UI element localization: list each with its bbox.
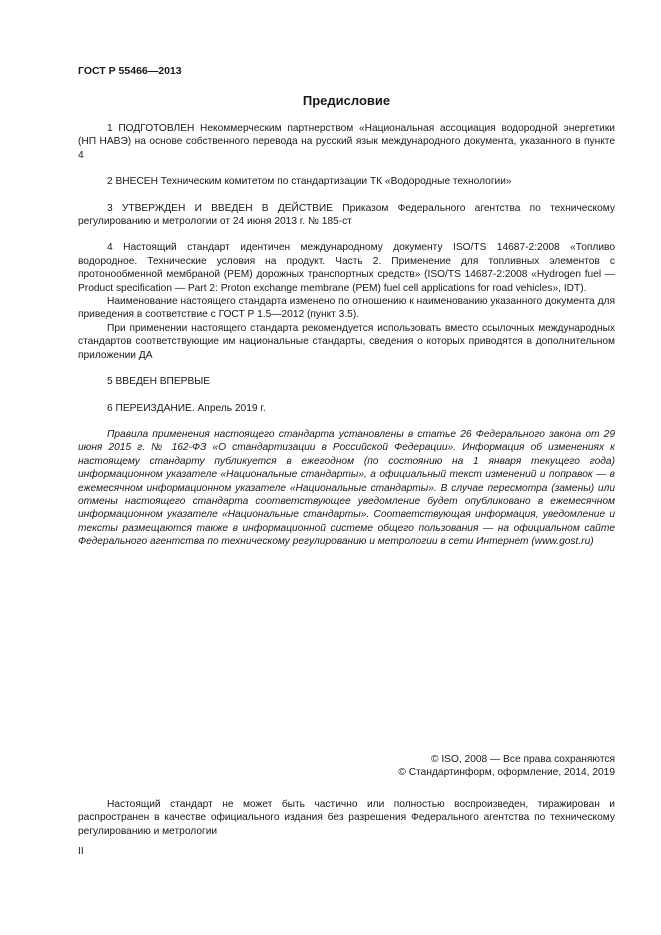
- reproduction-notice-text: Настоящий стандарт не может быть частично или полностью воспроизведен, тиражирован и распространен в качестве официального издания без разрешения Федерального агентства по техническому регулированию и метрологии: [78, 799, 615, 837]
- section-4-reference-note: При применении настоящего стандарта рекомендуется использовать вместо ссылочных международных стандартов соответствующие им национальные стандарты, сведения о которых приводятся в дополнительном приложении ДА: [78, 322, 615, 361]
- section-3: 3 УТВЕРЖДЕН И ВВЕДЕН В ДЕЙСТВИЕ Приказом Федерального агентства по техническому регулированию и метрологии от 24 июня 2013 г. № 185-ст: [78, 202, 615, 228]
- reproduction-notice: [78, 798, 615, 838]
- standard-code-header: ГОСТ Р 55466—2013: [78, 65, 182, 77]
- copyright-standartinform: © Стандартинформ, оформление, 2014, 2019: [398, 767, 615, 779]
- section-1: 1 ПОДГОТОВЛЕН Некоммерческим партнерством «Национальная ассоциация водородной энергетики (НП НАВЭ) на основе собственного перевода на русский язык международного документа, указанного в пункте 4: [78, 123, 615, 161]
- section-5: 5 ВВЕДЕН ВПЕРВЫЕ: [107, 376, 211, 388]
- page-number: II: [78, 846, 84, 857]
- section-2: 2 ВНЕСЕН Техническим комитетом по стандартизации ТК «Водородные технологии»: [107, 176, 512, 188]
- section-4: 4 Настоящий стандарт идентичен международному документу ISO/TS 14687-2:2008 «Топливо водородное. Технические условия на продукт. Часть 2. Применение для топливных элементов с протонообменной мембраной (РЕМ) дорожных транспортных средств» (ISO/TS 14687-2:2008 «Hydrogen fuel — Product specification — Part 2: Proton exchange membrane (PEM) fuel cell applications for road vehicles», IDT).: [78, 242, 615, 294]
- rules-note: Правила применения настоящего стандарта установлены в статье 26 Федерального закона от 29 июня 2015 г. № 162-ФЗ «О стандартизации в Российской Федерации». Информация об изменениях к настоящему стандарту публикуется в ежегодном (по состоянию на 1 января текущего года) информационном указателе «Национальные стандарты», а официальный текст изменений и поправок — в ежемесячном информационном указателе «Национальные стандарты». В случае пересмотра (замены) или отмены настоящего стандарта соответствующее уведомление будет опубликовано в ежемесячном информационном указателе «Национальные стандарты». Соответствующая информация, уведомление и тексты размещаются также в информационной системе общего пользования — на официальном сайте Федерального агентства по техническому регулированию и метрологии в сети Интернет (www.gost.ru): [78, 428, 615, 548]
- preface-body: [78, 122, 615, 549]
- copyright-iso: © ISO, 2008 — Все права сохраняются: [431, 754, 615, 765]
- section-4-name-note: Наименование настоящего стандарта изменено по отношению к наименованию указанного документа для приведения в соответствие с ГОСТ Р 1.5—2012 (пункт 3.5).: [78, 296, 615, 321]
- section-6: 6 ПЕРЕИЗДАНИЕ. Апрель 2019 г.: [107, 402, 266, 414]
- copyright-block: [78, 753, 615, 780]
- page-title: Предисловие: [302, 93, 391, 108]
